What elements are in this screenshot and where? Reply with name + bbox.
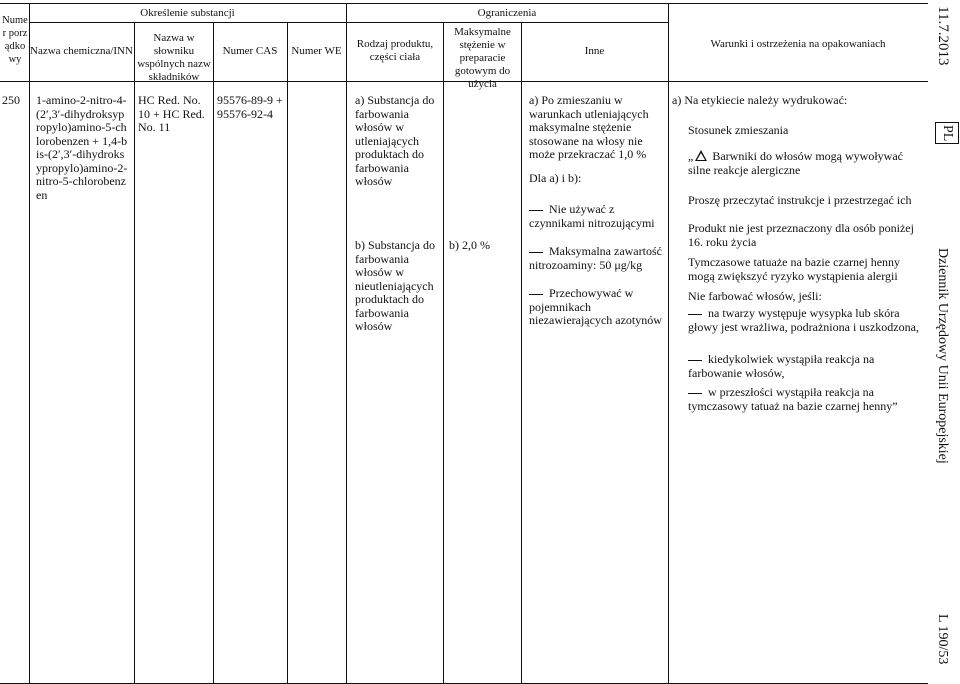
header-group-limits: Ograniczenia [477,7,537,19]
row-max-conc-b: b) 2,0 % [449,238,490,252]
col-divider-8 [668,3,669,683]
warn-list-item: kiedykolwiek wystąpiła reakcja na farbowanie włosów, [688,352,875,380]
group-header-rule-limits [346,22,668,23]
row-warn-tattoo: Tymczasowe tatuaże na bazie czarnej henny mogą zwiększyć ryzyko wystąpienia alergii [688,255,901,283]
side-page-ref: L 190/53 [935,614,950,665]
other-list-item: Nie używać z czynnikami nitrozującymi [529,202,655,230]
row-warn-a: a) Na etykiecie należy wydrukować: [672,93,848,107]
other-list-item: Maksymalna zawartość nitrozoaminy: 50 μg/kg [529,244,662,272]
row-cas: 95576-89-9 + 95576-92-4 [217,93,283,121]
row-other-a: a) Po zmieszaniu w warunkach utleniających maksymalne stężenie stosowane na włosy nie może przekraczać 1,0 % [529,93,649,161]
col-divider-7 [521,22,522,683]
header-inci: Nazwa w słowniku wspólnych nazw składników [137,32,211,83]
dash-bullet [529,294,543,295]
side-journal-title: Dziennik Urzędowy Unii Europejskiej [935,248,950,464]
row-warn-symbol: „ Barwniki do włosów mogą wywoływać silne reakcje alergiczne [688,149,903,177]
page-side-header [928,0,960,684]
row-inci: HC Red. No. 10 + HC Red. No. 11 [138,93,205,134]
col-divider-1 [29,3,30,683]
side-lang-badge: PL [935,122,959,144]
warn-list-item: na twarzy występuje wysypka lub skóra głowy jest wrażliwa, podrażniona i uszkodzona, [688,306,919,334]
col-divider-2 [134,22,135,683]
other-list-item: Przechowywać w pojemnikach niezawierających azotynów [529,286,662,327]
row-other-ab: Dla a) i b): [529,171,582,185]
header-we: Numer WE [291,45,342,57]
header-cas: Numer CAS [222,45,278,57]
row-number: 250 [2,93,20,107]
col-divider-3 [213,22,214,683]
col-divider-4 [287,22,288,683]
warn-list-item: w przeszłości wystąpiła reakcja na tymczasowy tatuaż na bazie czarnej henny” [688,385,898,413]
warning-triangle-icon [695,150,707,161]
header-other: Inne [584,45,605,57]
group-header-rule-substance [29,22,346,23]
dash-bullet [688,393,702,394]
dash-bullet [529,252,543,253]
side-date: 11.7.2013 [935,6,951,66]
row-warn-dont: Nie farbować włosów, jeśli: [688,289,822,303]
row-warn-age: Produkt nie jest przeznaczony dla osób poniżej 16. roku życia [688,221,914,249]
header-number: Numer porządkowy [2,15,28,65]
col-divider-6 [443,22,444,683]
row-product-b: b) Substancja do farbowania włosów w nieutleniających produktach do farbowania włosów [355,238,435,333]
header-product-type: Rodzaj produktu, części ciała [356,38,434,63]
col-divider-5 [346,3,347,683]
row-product-a: a) Substancja do farbowania włosów w utleniających produktach do farbowania włosów [355,93,435,188]
row-warn-read: Proszę przeczytać instrukcje i przestrzegać ich [688,193,912,207]
header-chemical-name: Nazwa chemiczna/INN [30,45,133,57]
header-max-conc: Maksymalne stężenie w preparacie gotowym do użycia [454,26,511,90]
table-top-rule [0,3,928,4]
dash-bullet [688,360,702,361]
header-group-substance: Określenie substancji [140,7,235,19]
row-warn-ratio: Stosunek zmieszania [688,123,789,137]
dash-bullet [688,314,702,315]
header-warnings: Warunki i ostrzeżenia na opakowaniach [710,38,886,50]
row-chemical-name: 1-amino-2-nitro-4-(2′,3′-dihydroksypropylo)amino-5-chlorobenzen + 1,4-bis-(2′,3′-dihydroksypropylo)amino-2-nitro-5-chlorobenzen [36,93,128,202]
dash-bullet [529,210,543,211]
